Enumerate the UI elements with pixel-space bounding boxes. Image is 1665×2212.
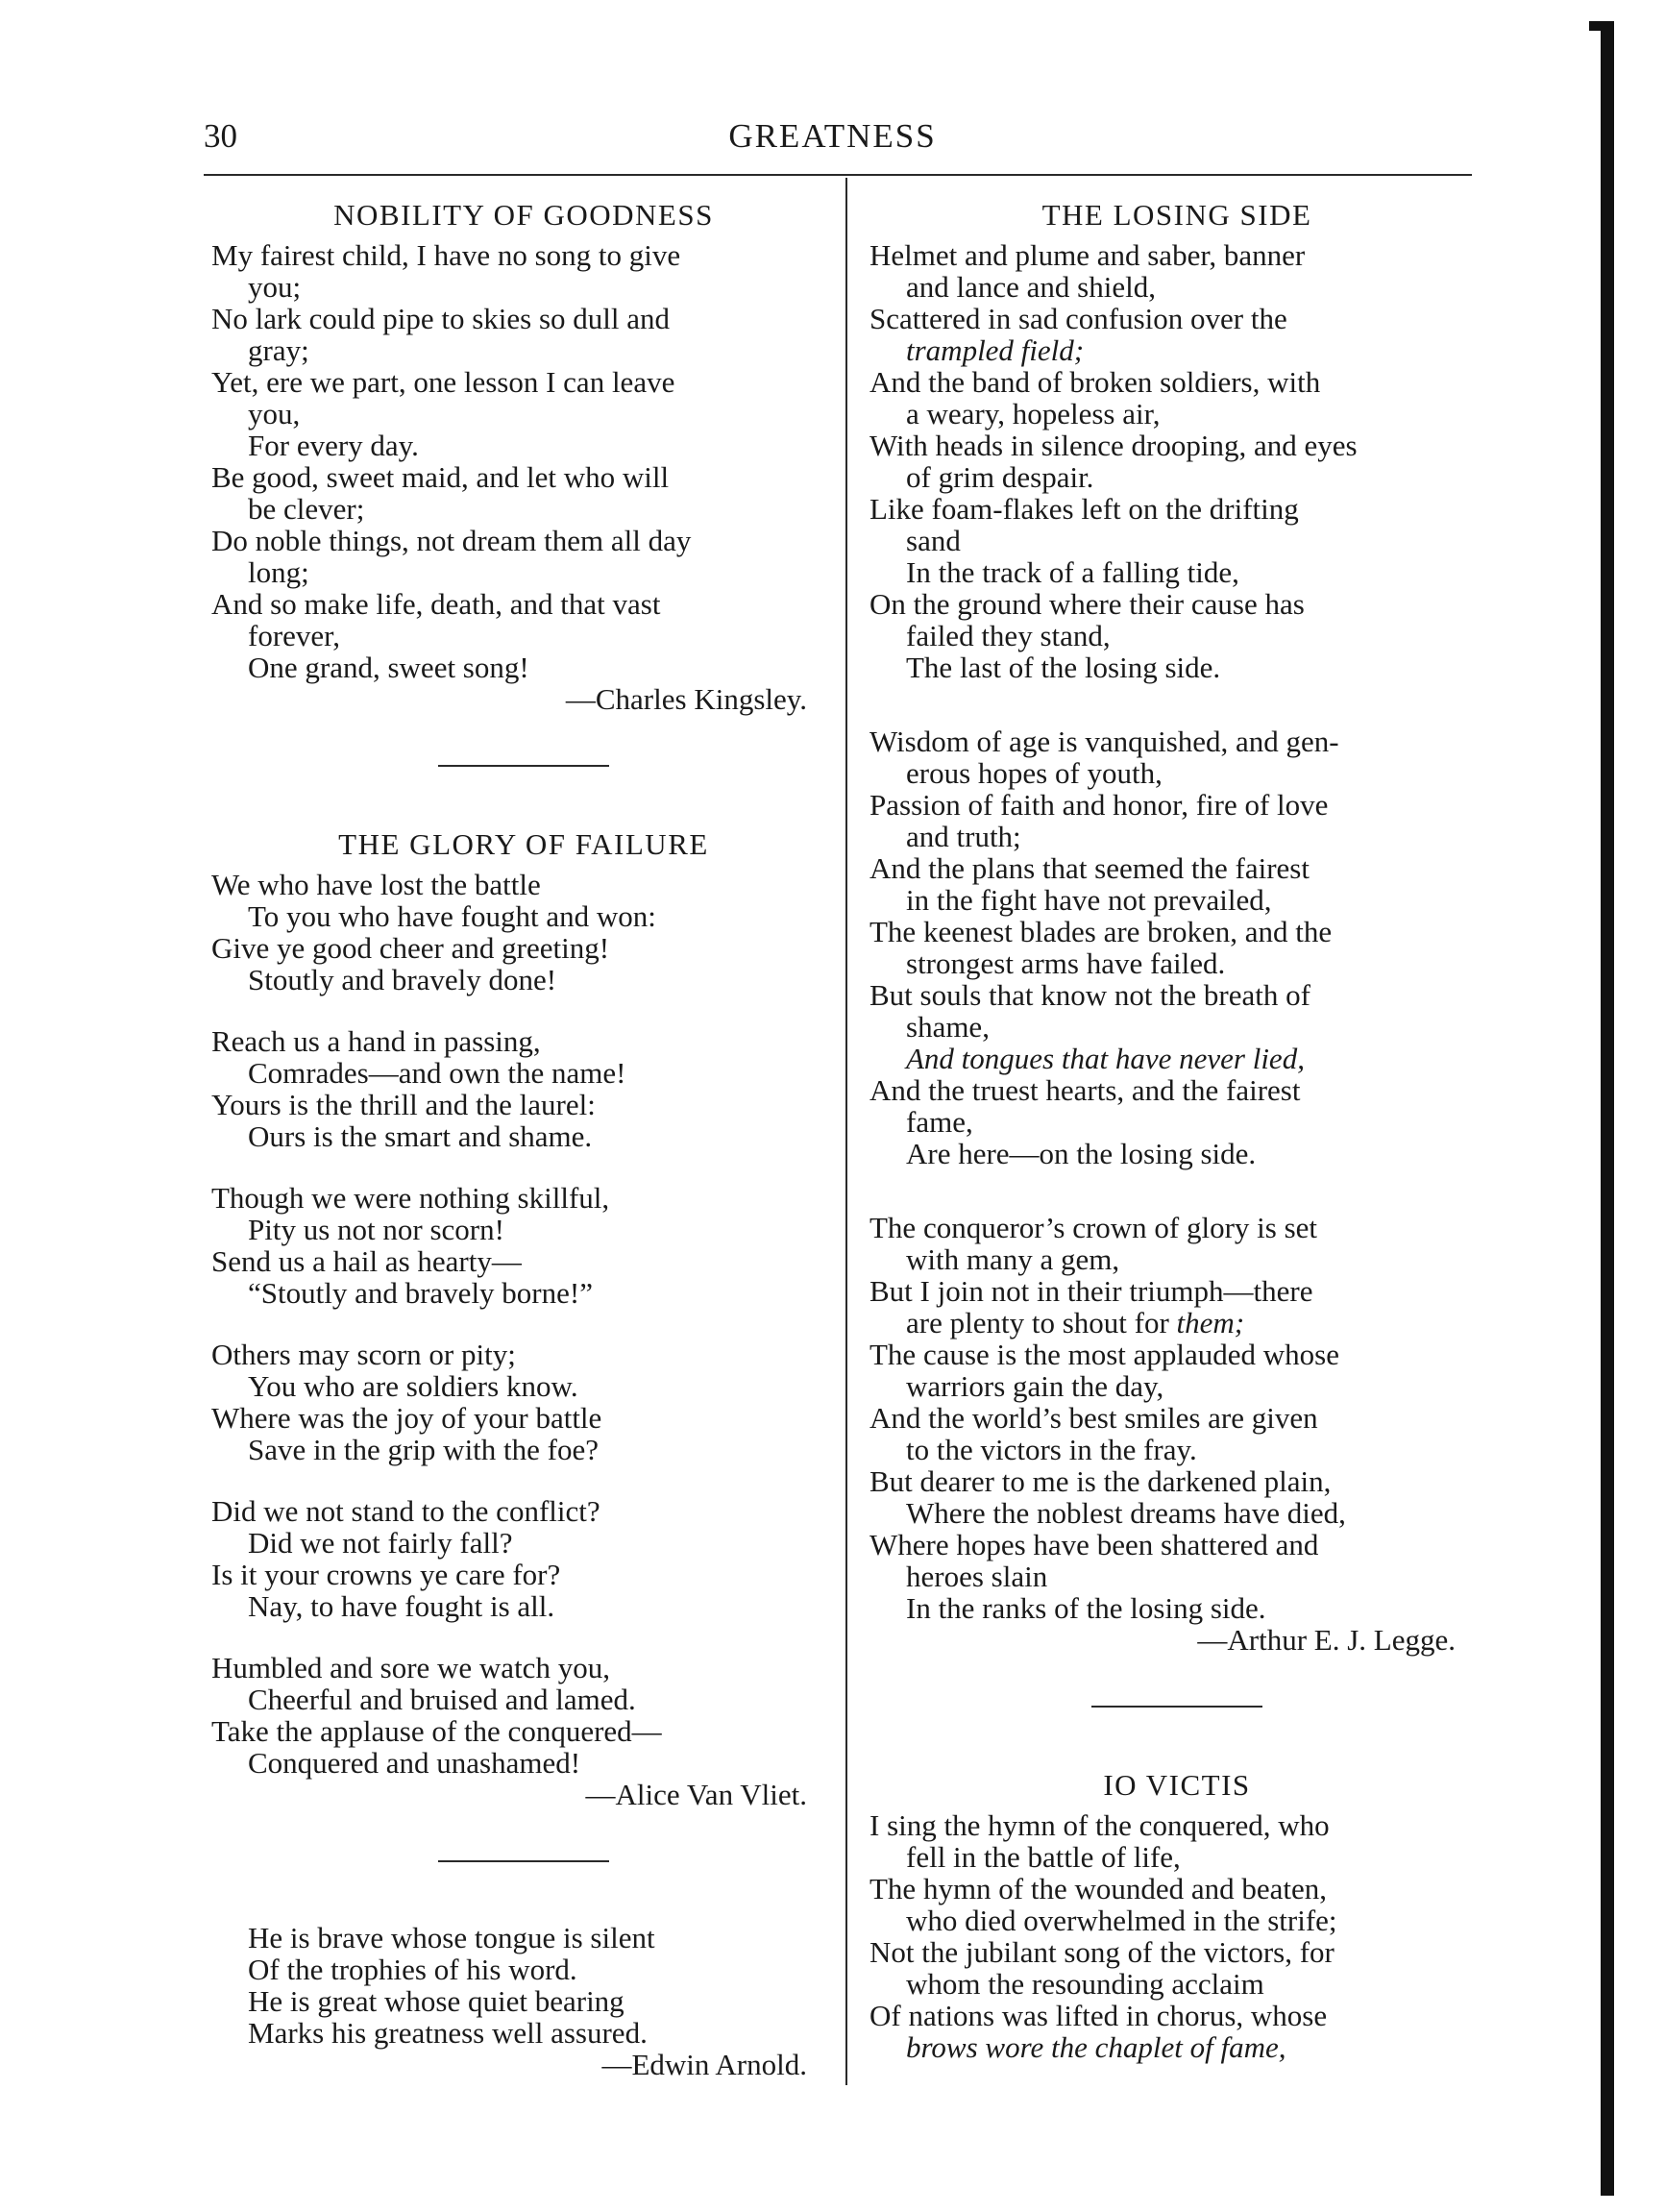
stanza (211, 1652, 836, 1779)
poem-line: Be good, sweet maid, and let who will (211, 460, 670, 494)
poem-attribution: —Edwin Arnold. (601, 2048, 807, 2081)
poem-line: fame, (906, 1105, 973, 1139)
epigram-edwin-arnold (211, 1922, 836, 2080)
poem-line: Nay, to have fought is all. (248, 1589, 555, 1623)
poem-line: Did we not fairly fall? (248, 1526, 513, 1560)
poem-line: Are here—on the losing side. (906, 1137, 1257, 1170)
poem-line: sand (906, 524, 961, 557)
poem-line: And the plans that seemed the fairest (869, 851, 1310, 885)
stanza (869, 725, 1484, 1169)
poem-line: be clever; (248, 492, 365, 526)
poem-the-losing-side (869, 197, 1484, 1656)
page-edge-shadow (1601, 24, 1614, 2196)
poem-line: shame, (906, 1010, 990, 1044)
poem-line: Not the jubilant song of the victors, for (869, 1935, 1334, 1969)
poem-line: Is it your crowns ye care for? (211, 1558, 561, 1591)
poem-line: Save in the grip with the foe? (248, 1433, 600, 1466)
poem-line: The keenest blades are broken, and the (869, 915, 1333, 948)
poem-line: Helmet and plume and saber, banner (869, 238, 1306, 272)
poem-line: Conquered and unashamed! (248, 1746, 581, 1780)
running-head: GREATNESS (728, 117, 937, 155)
poem-line: Scattered in sad confusion over the (869, 302, 1287, 335)
poem-line: Like foam-flakes left on the drifting (869, 492, 1299, 526)
poem-line: Marks his greatness well assured. (248, 2016, 648, 2050)
poem-line: a weary, hopeless air, (906, 397, 1161, 430)
poem-line: long; (248, 555, 309, 589)
poem-nobility-of-goodness (211, 197, 836, 715)
poem-line: Reach us a hand in passing, (211, 1024, 541, 1058)
poem-line: Humbled and sore we watch you, (211, 1651, 610, 1684)
poem-line: And the world’s best smiles are given (869, 1401, 1318, 1435)
poem-line: heroes slain (906, 1560, 1048, 1593)
poem-io-victis (869, 1767, 1484, 2063)
poem-line: And tongues that have never lied, (906, 1042, 1305, 1075)
poem-line: And the band of broken soldiers, with (869, 365, 1321, 399)
section-divider (438, 1860, 609, 1862)
poem-line: Of the trophies of his word. (248, 1953, 577, 1986)
left-column (211, 197, 836, 2080)
poem-line: Where the noblest dreams have died, (906, 1496, 1346, 1530)
line-emphasis: them; (1176, 1306, 1245, 1339)
poem-line: brows wore the chaplet of fame, (906, 2030, 1286, 2064)
poem-line: failed they stand, (906, 619, 1111, 652)
poem-line: He is brave whose tongue is silent (248, 1921, 655, 1954)
poem-line: Do noble things, not dream them all day (211, 524, 692, 557)
poem-attribution: —Arthur E. J. Legge. (1197, 1623, 1456, 1657)
poem-line: Though we were nothing skillful, (211, 1181, 610, 1215)
poem-line: And the truest hearts, and the fairest (869, 1073, 1301, 1107)
poem-line: And so make life, death, and that vast (211, 587, 661, 621)
poem-line: erous hopes of youth, (906, 756, 1163, 790)
poem-line: For every day. (248, 429, 419, 462)
poem-line: No lark could pipe to skies so dull and (211, 302, 670, 335)
poem-line: But souls that know not the breath of (869, 978, 1310, 1012)
poem-line: Pity us not nor scorn! (248, 1213, 504, 1246)
stanza (211, 1339, 836, 1465)
poem-line: I sing the hymn of the conquered, who (869, 1808, 1330, 1842)
poem-line: trampled field; (906, 333, 1085, 367)
stanza (869, 239, 1484, 683)
poem-line: who died overwhelmed in the strife; (906, 1904, 1337, 1937)
poem-line: Stoutly and bravely done! (248, 963, 557, 996)
poem-line: whom the resounding acclaim (906, 1967, 1264, 2001)
poem-line: Where was the joy of your battle (211, 1401, 602, 1435)
section-divider (1091, 1706, 1262, 1708)
stanza (211, 1495, 836, 1622)
poem-line: Did we not stand to the conflict? (211, 1494, 600, 1528)
poem-line: gray; (248, 333, 309, 367)
poem-line: of grim despair. (906, 460, 1094, 494)
stanza (211, 869, 836, 995)
poem-line: The last of the losing side. (906, 651, 1221, 684)
poem-line: Send us a hail as hearty— (211, 1244, 522, 1278)
poem-title: THE GLORY OF FAILURE (338, 827, 709, 861)
right-column (869, 197, 1484, 2063)
poem-title: THE LOSING SIDE (1041, 198, 1312, 232)
poem-line: and lance and shield, (906, 270, 1156, 304)
poem-line: In the track of a falling tide, (906, 555, 1239, 589)
poem-line: He is great whose quiet bearing (248, 1984, 624, 2018)
poem-line: You who are soldiers know. (248, 1369, 578, 1403)
stanza (211, 1025, 836, 1152)
poem-line: But I join not in their triumph—there (869, 1274, 1313, 1308)
stanza (211, 1182, 836, 1309)
poem-line: with many a gem, (906, 1242, 1120, 1276)
poem-line: “Stoutly and bravely borne!” (248, 1276, 593, 1310)
poem-line: Yet, ere we part, one lesson I can leave (211, 365, 675, 399)
poem-line: The conqueror’s crown of glory is set (869, 1211, 1318, 1244)
poem-line: Give ye good cheer and greeting! (211, 931, 610, 965)
poem-line: My fairest child, I have no song to give (211, 238, 681, 272)
column-divider (845, 178, 847, 2085)
poem-line: to the victors in the fray. (906, 1433, 1197, 1466)
poem-line (869, 1307, 1484, 1339)
poem-line: Others may scorn or pity; (211, 1338, 516, 1371)
poem-line: in the fight have not prevailed, (906, 883, 1272, 917)
poem-glory-of-failure (211, 826, 836, 1810)
poem-line: Yours is the thrill and the laurel: (211, 1088, 596, 1121)
poem-line: On the ground where their cause has (869, 587, 1305, 621)
header-rule (204, 174, 1472, 176)
stanza (869, 1212, 1484, 1624)
poem-line: Wisdom of age is vanquished, and gen- (869, 725, 1339, 758)
poem-line: and truth; (906, 820, 1021, 853)
poem-line: To you who have fought and won: (248, 899, 656, 933)
poem-attribution: —Charles Kingsley. (565, 682, 807, 716)
poem-line: In the ranks of the losing side. (906, 1591, 1266, 1625)
poem-line: The hymn of the wounded and beaten, (869, 1872, 1328, 1905)
poem-title: IO VICTIS (1103, 1768, 1251, 1802)
poem-line: forever, (248, 619, 340, 652)
section-divider (438, 765, 609, 767)
poem-title: NOBILITY OF GOODNESS (333, 198, 714, 232)
page-number: 30 (204, 117, 237, 155)
poem-line: fell in the battle of life, (906, 1840, 1181, 1874)
poem-line: Passion of faith and honor, fire of love (869, 788, 1329, 822)
poem-line: Ours is the smart and shame. (248, 1119, 593, 1153)
poem-line: With heads in silence drooping, and eyes (869, 429, 1358, 462)
poem-line: Where hopes have been shattered and (869, 1528, 1319, 1561)
poem-line: Of nations was lifted in chorus, whose (869, 1999, 1328, 2032)
poem-line: Take the applause of the conquered— (211, 1714, 662, 1748)
poem-line: The cause is the most applauded whose (869, 1338, 1339, 1371)
poem-line: We who have lost the battle (211, 868, 541, 901)
poem-line: strongest arms have failed. (906, 946, 1226, 980)
poem-line: Cheerful and bruised and lamed. (248, 1683, 636, 1716)
poem-attribution: —Alice Van Vliet. (585, 1778, 807, 1811)
poem-line: But dearer to me is the darkened plain, (869, 1464, 1332, 1498)
poem-line: One grand, sweet song! (248, 651, 529, 684)
poem-line: warriors gain the day, (906, 1369, 1164, 1403)
poem-line: you; (248, 270, 302, 304)
line-text: are plenty to shout for (906, 1306, 1177, 1339)
poem-line: you, (248, 397, 301, 430)
poem-line: Comrades—and own the name! (248, 1056, 626, 1090)
